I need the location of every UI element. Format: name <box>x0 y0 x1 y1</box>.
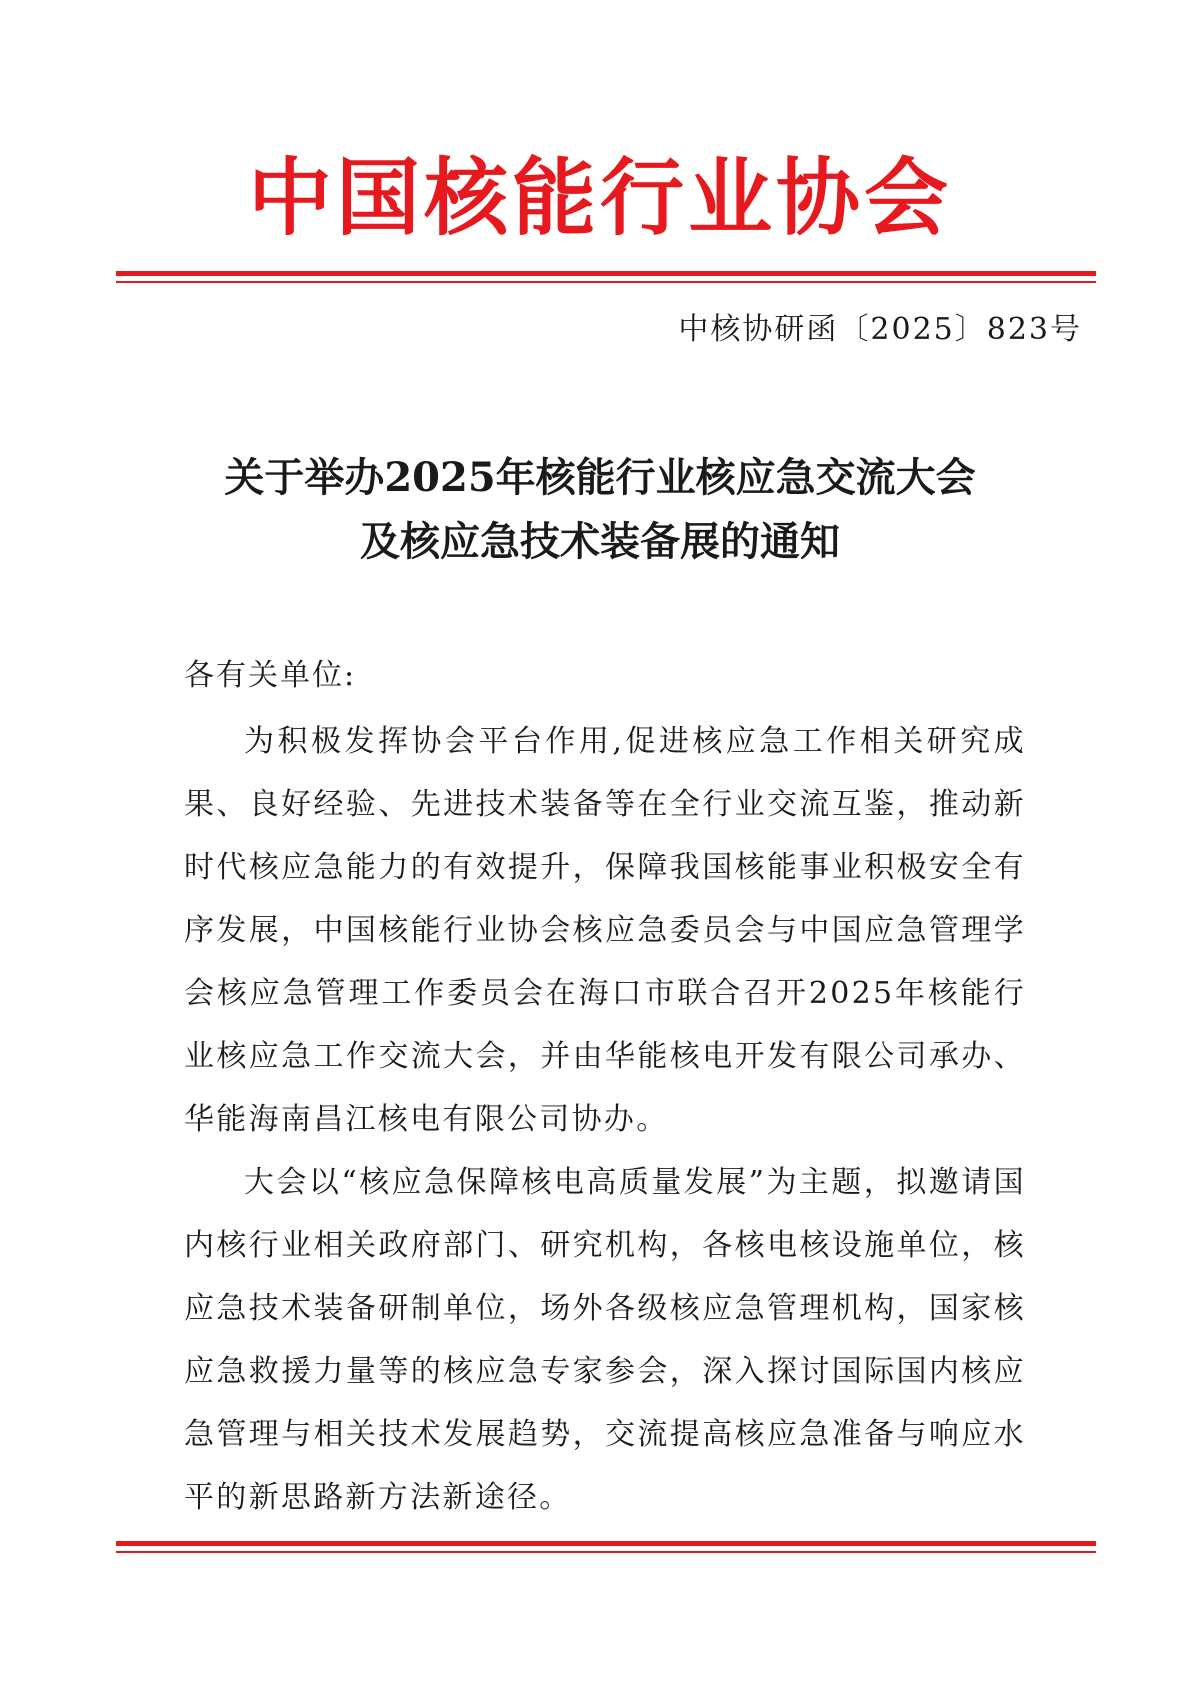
document-number: 中核协研函〔2025〕823号 <box>678 312 1082 347</box>
body-paragraph-1: 为积极发挥协会平台作用,促进核应急工作相关研究成果、良好经验、先进技术装备等在全行业交流互鉴，推动新时代核应急能力的有效提升，保障我国核能事业积极安全有序发展，中国核能行业协会核应急委员会与中国应急管理学会核应急管理工作委员会在海口市联合召开2025年核能行业核应急工作交流大会，并由华能核电开发有限公司承办、华能海南昌江核电有限公司协办。 <box>184 724 1026 1137</box>
header-divider-thin <box>116 281 1096 283</box>
body-paragraph-2: 大会以“核应急保障核电高质量发展”为主题，拟邀请国内核行业相关政府部门、研究机构，各核电核设施单位，核应急技术装备研制单位，场外各级核应急管理机构，国家核应急救援力量等的核应急专家参会，深入探讨国际国内核应急管理与相关技术发展趋势，交流提高核应急准备与响应水平的新思路新方法新途径。 <box>184 1165 1026 1515</box>
document-title <box>0 446 1200 574</box>
title-line-1: 关于举办2025年核能行业核应急交流大会 <box>224 454 976 501</box>
footer-divider-thin <box>116 1551 1096 1553</box>
organization-header: 中国核能行业协会 <box>247 148 952 247</box>
salutation: 各有关单位: <box>184 658 357 693</box>
header-divider-thick <box>116 271 1096 276</box>
title-line-2: 及核应急技术装备展的通知 <box>360 518 840 565</box>
footer-divider-thick <box>116 1541 1096 1546</box>
